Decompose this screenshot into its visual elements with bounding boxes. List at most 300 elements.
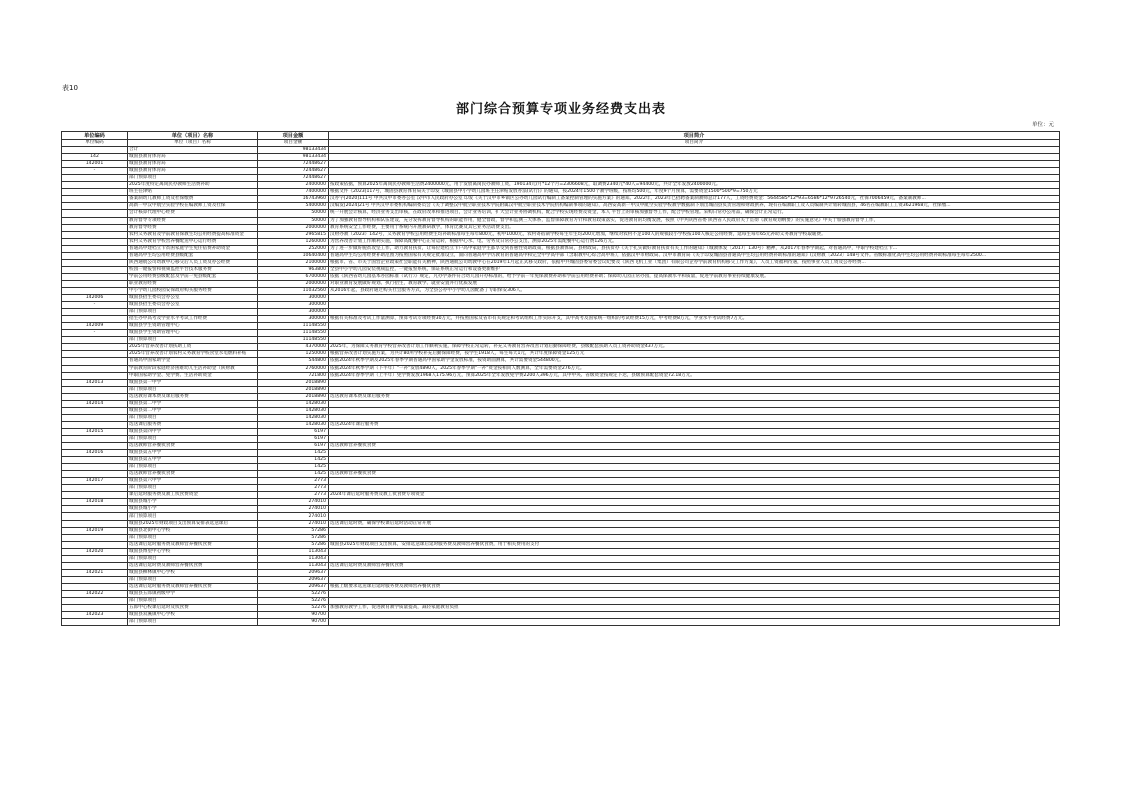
table-row: [62, 252, 1060, 259]
table-row: [62, 576, 1060, 583]
table-row: [62, 414, 1060, 421]
subheader-row: [62, 140, 1060, 147]
cell-amount: 4370000: [258, 344, 329, 351]
table-row: [62, 316, 1060, 323]
table-row: [62, 478, 1060, 485]
cell-amount: 274010: [258, 520, 329, 527]
table-row: [62, 203, 1060, 210]
cell-name: 陕西通航公司幼教中心移交后人员工资及办公经费: [128, 259, 258, 266]
cell-code: [62, 471, 128, 478]
cell-desc: [329, 457, 1060, 464]
cell-desc: [329, 309, 1060, 316]
cell-amount: 10640400: [258, 252, 329, 259]
cell-code: 142023: [62, 612, 128, 619]
cell-name: 普通高中国家助学金: [128, 358, 258, 365]
cell-desc: 按政策依据，预算2025年离岗民办教师生活费2400000元，用于发放离岗民办教师工资，190134元/月*12个月=2306608元，取调费2340元*40人=94400元，共计全年发放2400000元。: [329, 182, 1060, 189]
cell-amount: 11148550: [258, 330, 329, 337]
cell-amount: 2773: [258, 478, 329, 485]
table-row: [62, 612, 1060, 619]
cell-name: 普通高中生均公用经费县级配套: [128, 252, 258, 259]
cell-desc: 选送2024年课后服务费: [329, 421, 1060, 428]
cell-amount: 2000000: [258, 224, 329, 231]
cell-name: 城固县城小学: [128, 499, 258, 506]
cell-desc: [329, 464, 1060, 471]
cell-amount: 11032560: [258, 287, 329, 294]
cell-amount: 1428030: [258, 414, 329, 421]
cell-desc: 选送课后延时费及教师营养餐伙食费: [329, 562, 1060, 569]
cell-desc: 普通高中生均公用经费补助范围为按照国家有关规定批准设立，面向普通高中学历教育的普通高中和完全中学高中部（含职教中心综合高中班），依据汉中市财政局、汉中市教育局《关于印发城固县普通高中生均公用经费补助标准的通知》(汉财教〔2023〕148号文件。省级标准化高中生均公用经费补助标准每生每年2500...: [329, 252, 1060, 259]
table-row: [62, 499, 1060, 506]
cell-name: 部门预算项目: [128, 513, 258, 520]
table-row: [62, 280, 1060, 287]
cell-desc: [329, 485, 1060, 492]
cell-desc: 为了加强教育督导机构和队伍建设，充分发挥教育督导机构的职能作用，健全督政，督学和监测三大体系，监督保障教育方针和教育政策落实，促进教育的均衡发展，按照《中共陕西省委 陕西省人民政府关于贯彻《教育规划纲要》的实施意见》中关于加强教育督导工作，: [329, 217, 1060, 224]
table-row: [62, 330, 1060, 337]
cell-name: 城固县教育体育局: [128, 161, 258, 168]
table-row: [62, 358, 1060, 365]
cell-code: 142009: [62, 323, 128, 330]
cell-code: [62, 541, 128, 548]
cell-name: 城固县学生资助管理中心: [128, 323, 258, 330]
cell-name: 教育督导专项经费: [128, 217, 258, 224]
cell-amount: 2760000: [258, 365, 329, 372]
cell-desc: [329, 428, 1060, 435]
cell-desc: 根据营养改善计划实施方案，为共计80所学校补充后勤保障经费，按学生1918人，每生每天1元，共计年度保障资金125万元: [329, 351, 1060, 358]
cell-code: [62, 435, 128, 442]
cell-desc: [329, 450, 1060, 457]
cell-code: [62, 583, 128, 590]
table-row: [62, 259, 1060, 266]
cell-amount: 98133434: [258, 154, 329, 161]
cell-name: 五郎中心校课后延时及伙食费: [128, 605, 258, 612]
cell-desc: [329, 478, 1060, 485]
table-row: [62, 154, 1060, 161]
header-amount: 项目金额: [258, 132, 329, 140]
table-row: [62, 323, 1060, 330]
cell-code: 142017: [62, 478, 128, 485]
cell-code: [62, 506, 128, 513]
table-row: [62, 302, 1060, 309]
cell-code: [62, 266, 128, 273]
cell-code: [62, 203, 128, 210]
cell-amount: 2773: [258, 492, 329, 499]
cell-name: 选送课后延时费及教师营养餐伙食费: [128, 562, 258, 569]
cell-desc: [329, 435, 1060, 442]
cell-amount: 57286: [258, 527, 329, 534]
cell-code: [62, 238, 128, 245]
cell-name: 备案制幼儿教师工资及社保缴费: [128, 196, 258, 203]
cell-amount: 1428030: [258, 400, 329, 407]
cell-code: [62, 562, 128, 569]
table-row: [62, 407, 1060, 414]
cell-desc: 选送教师营养餐伙食费: [329, 471, 1060, 478]
cell-desc: 汉办字[2020]111号 中共汉中市委办公室 汉中市人民政府办公室 印发《关于汉中市乡镇区公办幼儿园试行编制工备案控制管理的实施方案》的通知。2022年，2023年已招聘备案制教师总计177人，工资经费资金：5644585*12*93=6586*12*9726540元，社保7006459元，备案制教师...: [329, 196, 1060, 203]
cell-amount: 11148550: [258, 323, 329, 330]
cell-code: 142006: [62, 295, 128, 302]
cell-code: [62, 231, 128, 238]
cell-code: [62, 513, 128, 520]
cell-desc: [329, 534, 1060, 541]
cell-name: 2025年营养改善计划农村义务教育学校食堂水电燃料补贴: [128, 351, 258, 358]
cell-amount: 52276: [258, 605, 329, 612]
cell-desc: 加强教育教学工作，促进教育教学质量提高，减轻家庭教育负担: [329, 605, 1060, 612]
table-row: [62, 196, 1060, 203]
cell-desc: [329, 513, 1060, 520]
cell-desc: [329, 302, 1060, 309]
cell-code: [62, 534, 128, 541]
cell-name: 部门预算项目: [128, 414, 258, 421]
cell-desc: [329, 295, 1060, 302]
cell-desc: [329, 400, 1060, 407]
cell-desc: 依据2024年秋季学期及2025年春季学期普通高中国家助学金发放标准，按资助面测算，共计需要资金544800元。: [329, 358, 1060, 365]
cell-desc: 根据上级要求选送课后延时服务费及教师营养餐伙食费: [329, 583, 1060, 590]
cell-amount: 50000: [258, 217, 329, 224]
cell-code: 142001: [62, 161, 128, 168]
cell-amount: 52276: [258, 591, 329, 598]
cell-name: 选送课后服务费: [128, 421, 258, 428]
table-row: [62, 400, 1060, 407]
cell-amount: 11148550: [258, 337, 329, 344]
cell-code: [62, 196, 128, 203]
cell-name: 城固县学生资助管理中心: [128, 330, 258, 337]
table-row: [62, 527, 1060, 534]
cell-name: 农村义务教育及学前教育保教生均公用经费提高标准资金: [128, 231, 258, 238]
cell-code: [62, 605, 128, 612]
budget-table: [61, 131, 1060, 626]
cell-amount: 113043: [258, 555, 329, 562]
cell-amount: 2400000: [258, 182, 329, 189]
table-row: [62, 443, 1060, 450]
cell-name: 普通高中建档立卡贫困家庭学生免住宿费补助资金: [128, 245, 258, 252]
cell-amount: 90700: [258, 612, 329, 619]
table-tag: 表10: [62, 84, 78, 92]
cell-amount: 544800: [258, 358, 329, 365]
cell-name: 部门预算项目: [128, 598, 258, 605]
cell-code: [62, 576, 128, 583]
cell-code: -: [62, 330, 128, 337]
subheader-amount: 项目金额: [258, 140, 329, 147]
cell-name: 选送教师营养餐伙食费: [128, 443, 258, 450]
cell-code: [62, 182, 128, 189]
table-row: [62, 168, 1060, 175]
cell-desc: 为营养改善计划工作顺利实施，保障高配餐中心正常运转，根据中心水、电、劳务及日常办公支出，测算2025年需配餐中心运行费126万元。: [329, 238, 1060, 245]
table-row: [62, 428, 1060, 435]
table-row: [62, 182, 1060, 189]
cell-amount: 300000: [258, 309, 329, 316]
cell-name: 2025年度特定离岗民办教师生活费补助: [128, 182, 258, 189]
cell-name: 城固县第二中学: [128, 407, 258, 414]
cell-name: 2025年营养改善计划扶助工资: [128, 344, 258, 351]
cell-desc: 选送课后延时费，确保学校课后延时活动正常开展: [329, 520, 1060, 527]
table-row: [62, 393, 1060, 400]
cell-name: 城固县第四中学: [128, 428, 258, 435]
cell-name: 选送课后延时服务费及教师营养餐伙食费: [128, 583, 258, 590]
cell-desc: [329, 386, 1060, 393]
cell-name: 部门预算项目: [128, 337, 258, 344]
table-row: [62, 386, 1060, 393]
cell-name: 职业教育经费: [128, 280, 258, 287]
table-row: [62, 619, 1060, 626]
cell-name: 选送课后延时服务费及教师营养餐伙食费: [128, 541, 258, 548]
cell-desc: [329, 407, 1060, 414]
table-row: [62, 520, 1060, 527]
table-row: [62, 450, 1060, 457]
cell-amount: 1425: [258, 457, 329, 464]
cell-desc: 汉编发[2024]21号 中共汉中市委机构编制委员会《关于调整汉中航空职业技术学院附属汉中航空职业技术学院机构编制事项的通知》，高西安高新一中汉中航空实验学校教学数据制下划出城固县负责管理和财政供养，现有在编教职工及人员编制共计划转城固县，46名在编教职工工资3621968元，社保缴...: [329, 203, 1060, 210]
cell-desc: [329, 337, 1060, 344]
table-row: [62, 287, 1060, 294]
cell-code: [62, 224, 128, 231]
cell-desc: [329, 548, 1060, 555]
table-row: [62, 598, 1060, 605]
table-row: [62, 569, 1060, 576]
cell-desc: [329, 576, 1060, 583]
cell-amount: 52276: [258, 598, 329, 605]
table-row: [62, 189, 1060, 196]
cell-code: [62, 189, 128, 196]
cell-code: [62, 407, 128, 414]
cell-code: [62, 147, 128, 154]
cell-amount: 16743960: [258, 196, 329, 203]
cell-desc: 全县中小学幼儿园安装视频监控，一键报警系统，保证系统正常运行和设备更新维护: [329, 266, 1060, 273]
table-row: [62, 583, 1060, 590]
cell-code: [62, 555, 128, 562]
cell-name: 城固县教育体育局: [128, 168, 258, 175]
cell-desc: [329, 598, 1060, 605]
cell-amount: 6197: [258, 435, 329, 442]
cell-name: 部门预算项目: [128, 386, 258, 393]
cell-name: 学前教育阶段家庭经济困难幼儿生活补助金（陕财教: [128, 365, 258, 372]
table-row: [62, 372, 1060, 379]
table-row: [62, 435, 1060, 442]
table-row: [62, 245, 1060, 252]
cell-code: [62, 287, 128, 294]
table-row: [62, 147, 1060, 154]
table-row: [62, 591, 1060, 598]
cell-code: [62, 598, 128, 605]
table-row: [62, 266, 1060, 273]
cell-name: 部门预算项目: [128, 435, 258, 442]
cell-name: 城固县2025年财政项目支出预算安排表选送课后: [128, 520, 258, 527]
table-row: [62, 379, 1060, 386]
cell-code: [62, 492, 128, 499]
cell-amount: 1425: [258, 464, 329, 471]
cell-amount: 1260000: [258, 238, 329, 245]
cell-name: 部门预算项目: [128, 464, 258, 471]
cell-amount: 274010: [258, 506, 329, 513]
cell-name: 部门预算项目: [128, 619, 258, 626]
cell-desc: 依据2024年春季学期（上半年）免学费发放1968人175.96万元，预算2025年全年发放免学费2200人396万元，其中中央、省级资金按规定下达，县级预算配套资金72.18万元。: [329, 372, 1060, 379]
table-row: [62, 534, 1060, 541]
table-row: [62, 548, 1060, 555]
cell-code: [62, 280, 128, 287]
cell-desc: [329, 555, 1060, 562]
cell-code: [62, 309, 128, 316]
cell-desc: 选送教师营养餐伙食费: [329, 443, 1060, 450]
cell-desc: [329, 323, 1060, 330]
cell-amount: 5400000: [258, 203, 329, 210]
cell-name: 城固县双溪镇中心学校: [128, 612, 258, 619]
cell-desc: 城固县2025年财政项目支出预算，安排选送课后延时服务费及教师营养餐伙食费，用于相关费用的支付: [329, 541, 1060, 548]
cell-name: 城固县城小学: [128, 506, 258, 513]
table-row: [62, 421, 1060, 428]
header-desc: 项目简介: [329, 132, 1060, 140]
cell-code: [62, 485, 128, 492]
cell-code: 142015: [62, 428, 128, 435]
cell-amount: 2773: [258, 485, 329, 492]
cell-code: 142022: [62, 591, 128, 598]
cell-name: 选送教育课本费及课后服务费: [128, 393, 258, 400]
cell-code: [62, 259, 128, 266]
table-row: [62, 295, 1060, 302]
cell-code: 142018: [62, 499, 128, 506]
cell-desc: [329, 147, 1060, 154]
cell-desc: 根据有关标准及考试工作量测算，预算考试专项经费30万元，并按照国家及省市有关规定和考试组织工作实际开支，其中高考及国家统一组织的考试经费15万元，中考经费8万元，学业水平考试经费7万元。: [329, 316, 1060, 323]
cell-name: 部门预算项目: [128, 555, 258, 562]
cell-amount: 113043: [258, 562, 329, 569]
table-row: [62, 217, 1060, 224]
cell-code: 142019: [62, 527, 128, 534]
cell-amount: 300000: [258, 302, 329, 309]
cell-desc: 依据2024年秋季学期（下半年）"一补"发放4890人，2025年春季学期"一补"资金按相同人数测算，全年需要资金276万元。: [329, 365, 1060, 372]
cell-name: 城固县第一中学: [128, 379, 258, 386]
cell-code: -: [62, 302, 128, 309]
cell-desc: 2025年，为保障义务教育学校营养改善计划工作顺利实施，保障学校正常运转，补充义务教育营养改善计划后勤保障经费，县级配套扶助人员工资补助资金437万元。: [329, 344, 1060, 351]
table-row: [62, 562, 1060, 569]
cell-name: 学前公用经费县级配套及学前一免县级配套: [128, 273, 258, 280]
cell-code: [62, 464, 128, 471]
cell-code: [62, 344, 128, 351]
cell-amount: 209637: [258, 569, 329, 576]
cell-amount: 2000000: [258, 280, 329, 287]
cell-name: 高新一中汉中航空实验学校在编教师工资及社保: [128, 203, 258, 210]
cell-desc: 2024年课后延时服务费及教工伙食费专项资金: [329, 492, 1060, 499]
cell-code: [62, 365, 128, 372]
cell-code: [62, 393, 128, 400]
header-row: [62, 132, 1060, 140]
cell-desc: [329, 499, 1060, 506]
cell-amount: 1428030: [258, 407, 329, 414]
table-row: [62, 344, 1060, 351]
cell-amount: 50000: [258, 210, 329, 217]
table-row: [62, 492, 1060, 499]
table-row: [62, 175, 1060, 182]
cell-amount: 300000: [258, 295, 329, 302]
cell-code: [62, 252, 128, 259]
cell-name: 中小学幼儿园校园安保政府购买服务经费: [128, 287, 258, 294]
cell-desc: [329, 612, 1060, 619]
table-row: [62, 238, 1060, 245]
cell-desc: 统一开展会计核算，经济业务支出审核，在政府改革和推进项目，会计业务培训，扩大会计业务协调机构，配合学校实现经费及资金，本人 平台上的审核加强督导工作，配合学校管理。采购日常办公用品，确保会计正常运行。: [329, 210, 1060, 217]
cell-name: 城固县北街中心学校: [128, 527, 258, 534]
cell-name: 城固县博望中心学校: [128, 548, 258, 555]
cell-amount: 6700000: [258, 273, 329, 280]
cell-name: 城固县五郎镇初级中学: [128, 591, 258, 598]
cell-code: [62, 245, 128, 252]
cell-code: [62, 619, 128, 626]
cell-desc: [329, 414, 1060, 421]
cell-desc: 根据市、省、市关于国营企业政策社会职能有关精神，陕西通航公司幼教中心在2019年1月起正式移交政府，依据中共城固县委常委会议纪要及《陕西飞机工业（集团）有限公司企办学前教育机构移交工作方案》，人员工资福利待遇，按照事业人员工资及公办经费...: [329, 259, 1060, 266]
cell-desc: [329, 175, 1060, 182]
cell-code: [62, 351, 128, 358]
cell-code: 142020: [62, 548, 128, 555]
cell-name: 部门预算项目: [128, 309, 258, 316]
cell-code: [62, 372, 128, 379]
cell-name: 班主任津贴: [128, 189, 258, 196]
cell-amount: 209637: [258, 583, 329, 590]
cell-amount: 90700: [258, 619, 329, 626]
cell-amount: 963800: [258, 266, 329, 273]
cell-amount: 1425: [258, 471, 329, 478]
cell-desc: [329, 591, 1060, 598]
cell-name: 部门预算项目: [128, 576, 258, 583]
page-title: 部门综合预算专项业务经费支出表: [455, 102, 666, 117]
table-row: [62, 337, 1060, 344]
unit-label: 单位：元: [1031, 122, 1054, 128]
cell-desc: 为了进一步做好脱贫攻坚工作，助力教育扶贫，让每位建档立卡户高中家庭学生都享受到普惠性资助政策，根据县教体局，县财政局，县扶贫办《关于扎实做好教育扶贫有关工作的通知》（城教体发〔2017〕130号）精神，从2017年春季学期起，对普通高中，中职学校建档立卡...: [329, 245, 1060, 252]
table-row: [62, 605, 1060, 612]
cell-desc: [329, 154, 1060, 161]
cell-amount: 6197: [258, 428, 329, 435]
cell-amount: 1250000: [258, 351, 329, 358]
cell-amount: 72448627: [258, 175, 329, 182]
cell-code: [62, 316, 128, 323]
cell-desc: 从2016年起，县政府通过购买社会服务方式，为全县公办中小学幼儿园配备了专职保安306人。: [329, 287, 1060, 294]
cell-code: [62, 421, 128, 428]
cell-desc: 汉财办教（2023）142号，义务教育学校公用经费生均补助标准每生每年800元，初中1000元，农村寄宿制学校每生年生均200元增加，继续对农村不足100人的规模较小学校按100人核定公用经费，延每生每年65元补助义务教育学校取暖费。: [329, 231, 1060, 238]
cell-amount: 98133434: [258, 147, 329, 154]
header-code: 单位编码: [62, 132, 128, 140]
cell-amount: 2965815: [258, 231, 329, 238]
cell-name: 城固县柳林镇中心学校: [128, 569, 258, 576]
cell-desc: [329, 330, 1060, 337]
cell-code: -: [62, 168, 128, 175]
cell-code: [62, 443, 128, 450]
cell-amount: 2100000: [258, 259, 329, 266]
table-row: [62, 231, 1060, 238]
cell-desc: [329, 161, 1060, 168]
cell-name: 合计: [128, 147, 258, 154]
table-row: [62, 273, 1060, 280]
cell-code: [62, 414, 128, 421]
table-row: [62, 485, 1060, 492]
table-row: [62, 161, 1060, 168]
cell-amount: 1425: [258, 450, 329, 457]
cell-name: 课后延时服务费及教工伙食费资金: [128, 492, 258, 499]
cell-amount: 72448627: [258, 161, 329, 168]
cell-name: 农村义务教育学校营养餐配送中心运行经费: [128, 238, 258, 245]
cell-amount: 252000: [258, 245, 329, 252]
cell-amount: 6197: [258, 443, 329, 450]
cell-amount: 2018890: [258, 393, 329, 400]
table-row: [62, 457, 1060, 464]
cell-name: 部门预算项目: [128, 485, 258, 492]
cell-amount: 57286: [258, 541, 329, 548]
cell-code: 142016: [62, 450, 128, 457]
cell-name: 招生办中高考及学业水平考试工作经费: [128, 316, 258, 323]
cell-code: [62, 217, 128, 224]
cell-desc: [329, 379, 1060, 386]
cell-amount: 2018890: [258, 379, 329, 386]
cell-amount: 57286: [258, 534, 329, 541]
cell-code: [62, 386, 128, 393]
cell-code: [62, 457, 128, 464]
cell-name: 城固县第二中学: [128, 400, 258, 407]
cell-amount: 209637: [258, 576, 329, 583]
table-row: [62, 471, 1060, 478]
cell-amount: 2018890: [258, 386, 329, 393]
cell-code: [62, 175, 128, 182]
